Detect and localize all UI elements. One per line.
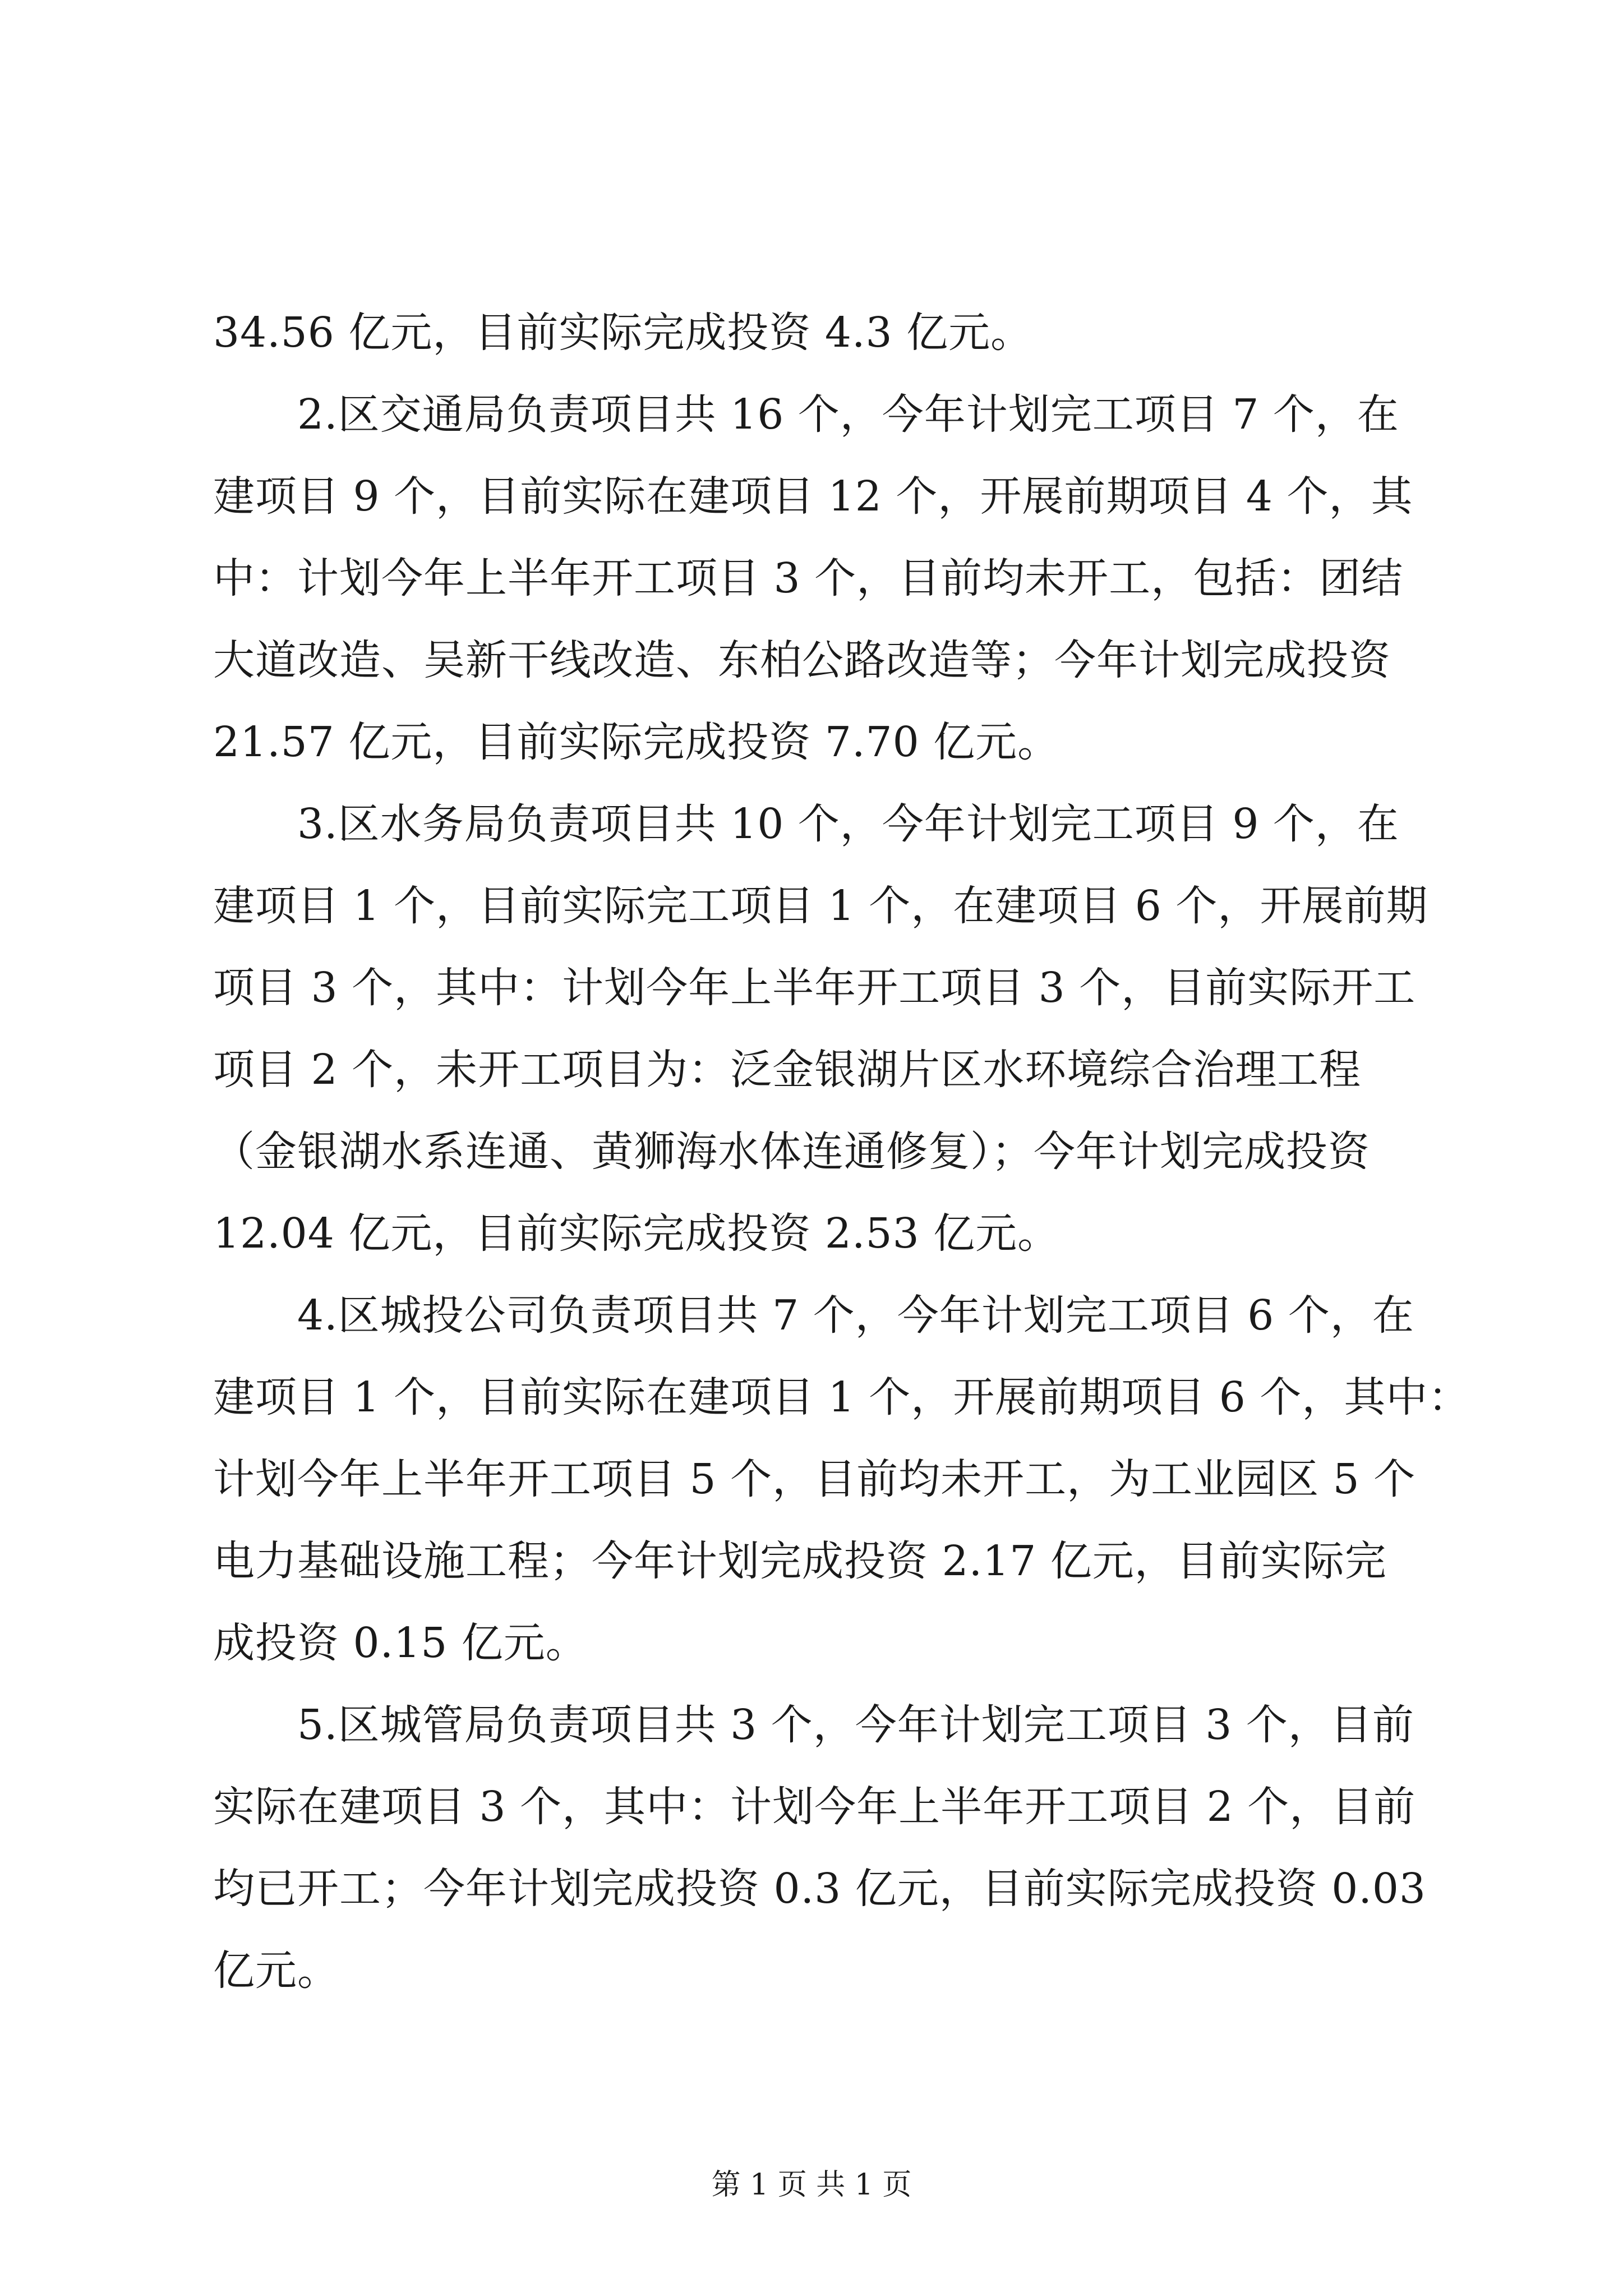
text-line-20: 均已开工；今年计划完成投资 0.3 亿元，目前实际完成投资 0.03 [213,1865,1427,1913]
page-footer [0,2165,1623,2205]
text-line-14: 建项目 1 个，目前实际在建项目 1 个，开展前期项目 6 个，其中： [213,1373,1470,1421]
text-line-15: 计划今年上半年开工项目 5 个，目前均未开工，为工业园区 5 个 [213,1455,1416,1503]
text-line-11: （金银湖水系连通、黄狮海水体连通修复）；今年计划完成投资 [213,1128,1370,1176]
text-line-1: 34.56 亿元，目前实际完成投资 4.3 亿元。 [213,309,1033,357]
text-line-7: 3.区水务局负责项目共 10 个，今年计划完工项目 9 个，在 [297,800,1399,848]
text-line-16: 电力基础设施工程；今年计划完成投资 2.17 亿元，目前实际完 [213,1537,1387,1585]
text-line-6: 21.57 亿元，目前实际完成投资 7.70 亿元。 [213,718,1060,766]
text-line-10: 项目 2 个，未开工项目为：泛金银湖片区水环境综合治理工程 [213,1046,1362,1094]
text-line-12: 12.04 亿元，目前实际完成投资 2.53 亿元。 [213,1209,1060,1258]
document-body [213,292,1470,2012]
text-line-17: 成投资 0.15 亿元。 [213,1619,588,1667]
text-line-18: 5.区城管局负责项目共 3 个，今年计划完工项目 3 个，目前 [297,1701,1414,1749]
text-line-9: 项目 3 个，其中：计划今年上半年开工项目 3 个，目前实际开工 [213,964,1416,1012]
page-number-label: 第 1 页 共 1 页 [711,2168,912,2202]
text-line-4: 中：计划今年上半年开工项目 3 个，目前均未开工，包括：团结 [213,554,1404,602]
text-line-19: 实际在建项目 3 个，其中：计划今年上半年开工项目 2 个，目前 [213,1783,1416,1831]
text-line-8: 建项目 1 个，目前实际完工项目 1 个，在建项目 6 个，开展前期 [213,882,1428,930]
text-line-3: 建项目 9 个，目前实际在建项目 12 个，开展前期项目 4 个，其 [213,472,1413,521]
text-line-21: 亿元。 [213,1947,339,1995]
text-line-13: 4.区城投公司负责项目共 7 个，今年计划完工项目 6 个，在 [297,1291,1414,1340]
text-line-2: 2.区交通局负责项目共 16 个，今年计划完工项目 7 个，在 [297,390,1399,439]
text-line-5: 大道改造、吴新干线改造、东柏公路改造等；今年计划完成投资 [213,636,1391,684]
